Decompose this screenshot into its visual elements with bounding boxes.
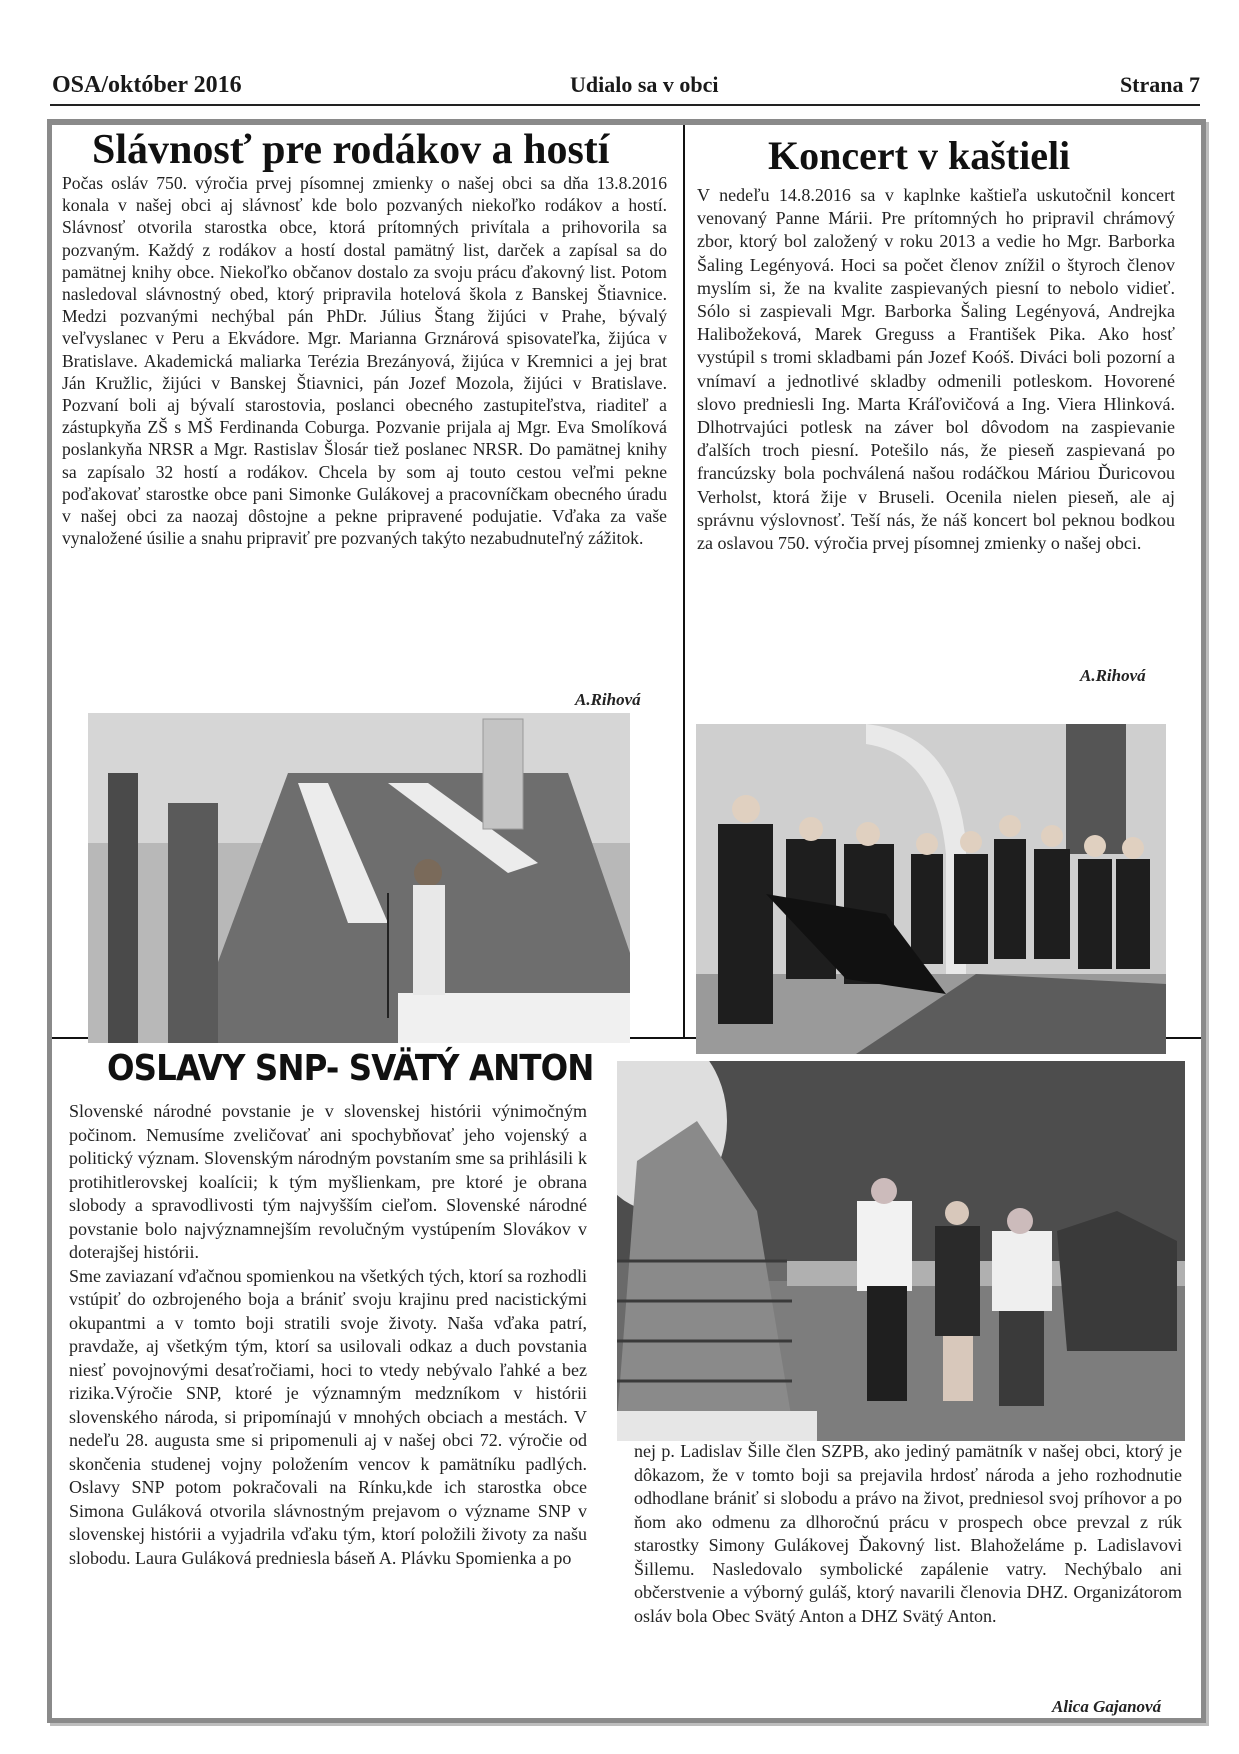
author-signature: A.Rihová [575, 690, 641, 709]
column-divider [683, 125, 685, 1037]
photo-bonfire [617, 1061, 1185, 1441]
article-title-koncert: Koncert v kaštieli [768, 133, 1071, 178]
article-title-snp: OSLAVY SNP- SVÄTÝ ANTON [107, 1048, 594, 1089]
photo-banquet-image [88, 713, 630, 1043]
issue-label: OSA/október 2016 [52, 72, 242, 98]
photo-banquet [88, 713, 630, 1043]
article-body-slavnost [62, 172, 667, 549]
page-header [50, 68, 1200, 106]
photo-bonfire-image [617, 1061, 1185, 1441]
author-signature: A.Rihová [1080, 666, 1146, 685]
photo-choir-image [696, 724, 1166, 1054]
article-body-snp-continuation [634, 1440, 1182, 1628]
photo-choir [696, 724, 1166, 1054]
page-number: Strana 7 [1119, 72, 1200, 97]
article-body-koncert [697, 184, 1175, 555]
paragraph: nej p. Ladislav Šille člen SZPB, ako jediný pamätník v našej obci, ktorý je dôkazom, že v tomto boji sa prejavila hrdosť národa a jeho rozhodnutie odhodlane brániť si slobodu a právo na život, predniesol svoj príhovor a po ňom ako odmenu za dlhoročnú prácu v prospech obce prevzal z rúk starostky Simony Gulákovej Ďakovný list. Blahoželáme p. Ladislavovi Šillemu. Nasledovalo symbolické zapálenie vatry. Nechýbalo ani občerstvenie a výborný guláš, ktorý navarili členovia DHZ. Organizátorom osláv bola Obec Svätý Anton a DHZ Svätý Anton. [634, 1441, 1182, 1626]
author-signature: Alica Gajanová [1052, 1697, 1162, 1716]
article-title-slavnost: Slávnosť pre rodákov a hostí [92, 127, 610, 173]
paragraph: Sme zaviazaní vďačnou spomienkou na všetkých tých, ktorí sa rozhodli vstúpiť do ozbrojeného boja a brániť svoju krajinu pred nacistickými okupantmi a v tomto boji stratili svoje životy. Naša vďaka patrí, pravdaže, aj všetkým tým, ktorí sa usilovali odkaz a duch povstania niesť povojnovými desaťročiami, hoci to vtedy nebývalo ľahké a bez rizika.Výročie SNP, ktoré je významným medzníkom v histórii slovenského národa, si pripomínajú v mnohých obciach a mestách. V nedeľu 28. augusta sme si pripomenuli aj v našej obci 72. výročie od skončenia studenej vojny položením vencov k pamätníku padlých. Oslavy SNP potom pokračovali na Rínku,kde ich starostka obce Simona Guláková otvorila slávnostným prejavom o význame SNP v slovenskej histórii a vyjadrila vďaku tým, ktorí položili životy za našu slobodu. Laura Guláková predniesla báseň A. Plávku Spomienka a po [69, 1265, 587, 1568]
paragraph: V nedeľu 14.8.2016 sa v kaplnke kaštieľa uskutočnil koncert venovaný Panne Márii. Pre prítomných ho pripravil chrámový zbor, ktorý bol založený v roku 2013 a vedie ho Mgr. Barborka Šaling Legényová. Hoci sa počet členov znížil o štyroch členov myslím si, že na kvalite zaspievaných piesní to nebolo vidieť. Sólo si zaspievali Mgr. Barborka Šaling Legényová, Andrejka Halibožeková, Marek Greguss a František Pika. Ako hosť vystúpil s tromi skladbami pán Jozef Koóš. Diváci boli pozorní a vnímaví a jednotlivé skladby odmenili potleskom. Hovorené slovo predniesli Ing. Marta Kráľovičová a Ing. Viera Hlinková. Dlhotrvajúci potlesk na záver bol dôvodom na zaspievanie ďalších troch piesní. Potešilo nás, že pieseň zaspievaná po francúzsky bola pochválená našou rodáčkou Máriou Ďuricovou Verholst, ktorá žije v Bruseli. Ocenila nielen pieseň, ale aj správnu výslovnosť. Teší nás, že náš koncert bol peknou bodkou za oslavou 750. výročia prvej písomnej zmienky o našej obci. [697, 185, 1175, 554]
section-label: Udialo sa v obci [570, 72, 719, 97]
paragraph: Slovenské národné povstanie je v slovenskej histórii výnimočným počinom. Nemusíme zveličovať ani spochybňovať jeho vojenský a politický význam. Slovenským národným povstaním sme sa prihlásili k protihitlerovskej koalícii; k tým myšlienkam, pre ktoré je obrana slobody a spravodlivosti tým najvyšším cieľom. Slovenské národné povstanie bolo najvýznamnejším revolučným vystúpením Slovákov v doterajšej histórii. [69, 1101, 587, 1262]
article-body-snp [69, 1100, 587, 1570]
paragraph: Počas osláv 750. výročia prvej písomnej zmienky o našej obci sa dňa 13.8.2016 konala v našej obci aj slávnosť kde bolo pozvaných niekoľko rodákov a hostí. Slávnosť otvorila starostka obce, ktorá prítomných privítala a prihovorila sa pozvaným. Každý z rodákov a hostí dostal pamätný list, darček a zapísal sa do pamätnej knihy obce. Niekoľko občanov dostalo za svoju prácu ďakovný list. Potom nasledoval slávnostný obed, ktorý pripravila hotelová škola z Banskej Štiavnice. Medzi pozvanými nechýbal pán PhDr. Július Štang žijúci v Prahe, bývalý veľvyslanec v Peru a Ekvádore. Mgr. Marianna Grznárová spisovateľka, žijúca v Bratislave. Akademická maliarka Terézia Brezányová, žijúca v Kremnici a jej brat Ján Kružlic, žijúci v Banskej Štiavnici, pán Jozef Mozola, žijúci v Bratislave. Pozvaní boli aj bývalí starostovia, poslanci obecného zastupiteľstva, riaditeľ a zástupkyňa ZŠ s MŠ Ferdinanda Coburga. Pozvanie prijala aj Mgr. Eva Smolíková poslankyňa NRSR a Mgr. Rastislav Šlosár tiež poslanec NRSR. Do pamätnej knihy sa zapísalo 32 hostí a rodákov. Chcela by som aj touto cestou veľmi pekne poďakovať starostke obce pani Simonke Gulákovej a pracovníčkam obecného úradu v našej obci za naozaj dôstojne a pekne pripravené podujatie. Vďaka za vaše vynaložené úsilie a snahu pripraviť pre pozvaných takýto nezabudnuteľný zážitok. [62, 173, 667, 549]
